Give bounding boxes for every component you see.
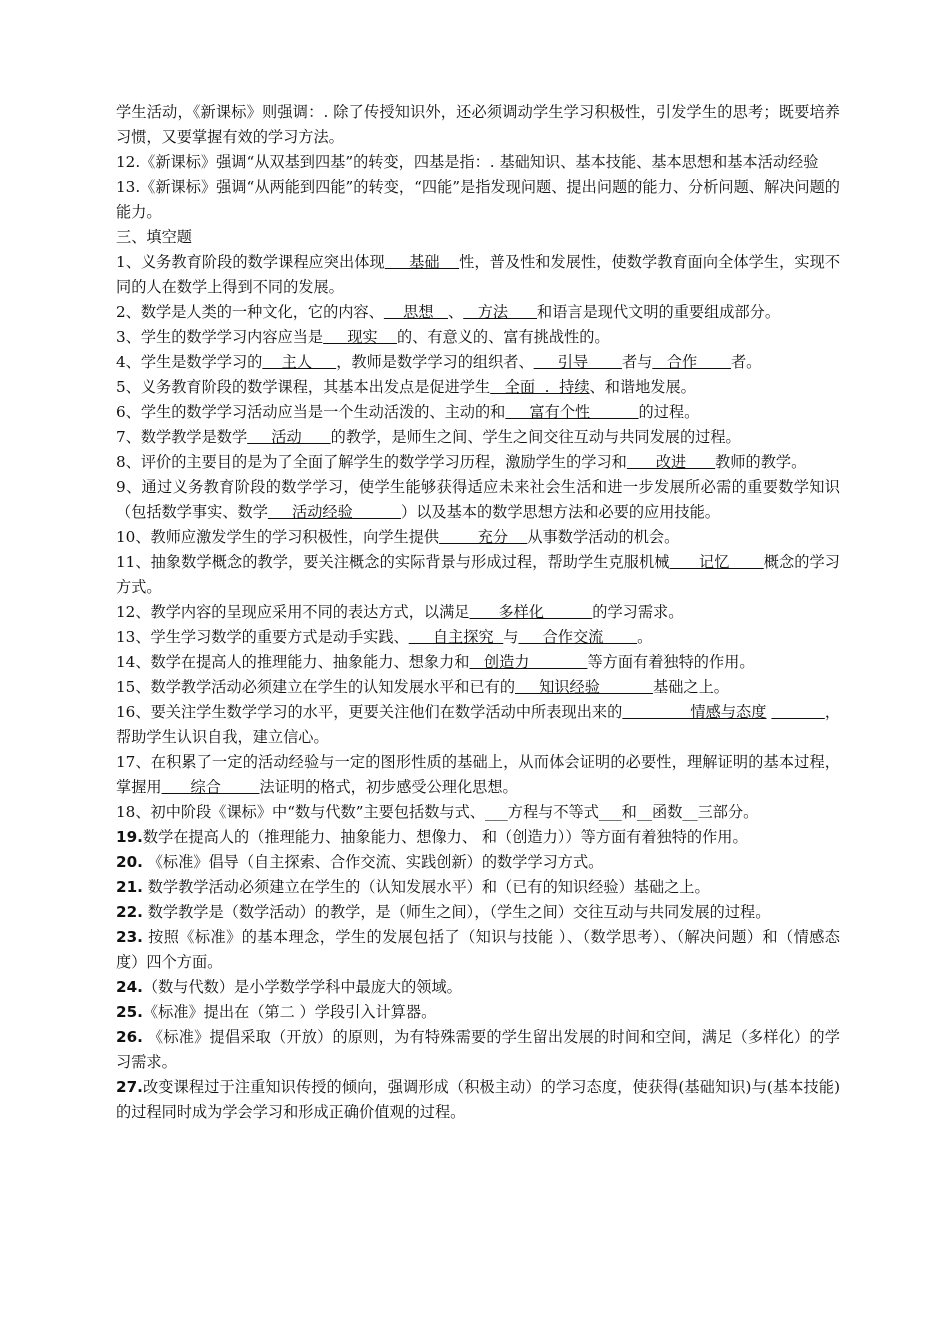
text-run: 6、学生的数学学习活动应当是一个生动活泼的、主动的和	[116, 403, 506, 421]
text-run: 27.	[116, 1078, 143, 1096]
paragraph	[116, 1075, 840, 1125]
text-run: 者。	[730, 353, 762, 371]
paragraph	[116, 1000, 840, 1025]
text-run: 13.《新课标》强调“从两能到四能”的转变，“四能”是指发现问题、提出问题的能力、分析问题、解决问题的能力。	[116, 178, 840, 221]
paragraph	[116, 900, 840, 925]
text-run: 12.《新课标》强调“从双基到四基”的转变，四基是指：. 基础知识、基本技能、基本思想和基本活动经验	[116, 153, 819, 171]
paragraph	[116, 375, 840, 400]
text-run: 和语言是现代文明的重要组成部分。	[537, 303, 781, 321]
paragraph	[116, 525, 840, 550]
answer-blank: 基础	[384, 253, 460, 271]
answer-blank: 活动经验	[267, 503, 402, 521]
text-run: 数学教学是（数学活动）的教学，是（师生之间），（学生之间）交往互动与共同发展的过程。	[142, 903, 771, 921]
text-run: 性，普及性和发展性，使数学教育面向全体学生，实现不同的人在数学上得到不同的发展。	[116, 253, 841, 296]
paragraph	[116, 675, 840, 700]
answer-blank: 情感与态度	[622, 703, 767, 721]
answer-blank: 现实	[323, 328, 397, 346]
text-run: 22.	[116, 903, 143, 921]
paragraph	[116, 325, 840, 350]
document-page	[116, 100, 840, 1125]
text-run: 21.	[116, 878, 143, 896]
paragraph	[116, 1025, 840, 1075]
text-run: 19.	[116, 828, 143, 846]
text-run: ，帮助学生认识自我，建立信心。	[116, 703, 840, 746]
paragraph	[116, 475, 840, 525]
text-run: 1、义务教育阶段的数学课程应突出体现	[116, 253, 385, 271]
answer-blank: 多样化	[469, 603, 593, 621]
text-run: 的过程。	[638, 403, 700, 421]
text-run: 概念的学习方式。	[116, 553, 840, 596]
text-run: 24.	[116, 978, 143, 996]
paragraph	[116, 175, 840, 225]
paragraph	[116, 450, 840, 475]
paragraph	[116, 925, 840, 975]
answer-blank: 改进	[626, 453, 716, 471]
paragraph	[116, 750, 840, 800]
text-run: 26.	[116, 1028, 143, 1046]
paragraph	[116, 650, 840, 675]
paragraph	[116, 150, 840, 175]
text-run: 8、评价的主要目的是为了全面了解学生的数学学习历程，激励学生的学习和	[116, 453, 627, 471]
text-run: 15、数学教学活动必须建立在学生的认知发展水平和已有的	[116, 678, 516, 696]
paragraph	[116, 625, 840, 650]
paragraph	[116, 850, 840, 875]
text-run: 5、义务教育阶段的数学课程，其基本出发点是促进学生	[116, 378, 491, 396]
text-run: 法证明的格式，初步感受公理化思想。	[259, 778, 518, 796]
text-run: 18、初中阶段《课标》中“数与代数”主要包括数与式、___方程与不等式___和__函数__三部分。	[116, 803, 759, 821]
text-run: 的学习需求。	[592, 603, 684, 621]
text-run: 教师的教学。	[715, 453, 807, 471]
text-run: 基础之上。	[653, 678, 729, 696]
answer-blank: 主人	[262, 353, 337, 371]
text-run: 10、教师应激发学生的学习积极性，向学生提供	[116, 528, 440, 546]
paragraph	[116, 800, 840, 825]
text-run: 23.	[116, 928, 143, 946]
answer-blank: 知识经验	[515, 678, 654, 696]
text-run: 按照《标准》的基本理念，学生的发展包括了（知识与技能 ）、（数学思考）、（解决问题）和（情感态度）四个方面。	[116, 928, 840, 971]
paragraph	[116, 425, 840, 450]
text-run: 从事数学活动的机会。	[527, 528, 680, 546]
answer-blank: 综合	[161, 778, 260, 796]
answer-blank: 方法	[463, 303, 538, 321]
answer-blank: 记忆	[669, 553, 764, 571]
text-run: 20.	[116, 853, 143, 871]
answer-blank: 富有个性	[505, 403, 639, 421]
answer-blank: 创造力	[469, 653, 588, 671]
text-run: 11、抽象数学概念的教学，要关注概念的实际背景与形成过程，帮助学生克服机械	[116, 553, 670, 571]
text-run: 的教学，是师生之间、学生之间交往互动与共同发展的过程。	[330, 428, 741, 446]
text-run: 3、学生的数学学习内容应当是	[116, 328, 324, 346]
answer-blank: 全面 . 持续	[490, 378, 590, 396]
paragraph	[116, 300, 840, 325]
text-run: 12、教学内容的呈现应采用不同的表达方式，以满足	[116, 603, 470, 621]
text-run: ）以及基本的数学思想方法和必要的应用技能。	[401, 503, 720, 521]
text-run: 16、要关注学生数学学习的水平，更要关注他们在数学活动中所表现出来的	[116, 703, 623, 721]
answer-blank: 引导	[533, 353, 622, 371]
paragraph	[116, 100, 840, 150]
answer-blank: 思想	[383, 303, 449, 321]
text-run: 。	[637, 628, 653, 646]
text-run: 7、数学教学是数学	[116, 428, 248, 446]
text-run: 13、学生学习数学的重要方式是动手实践、	[116, 628, 409, 646]
text-run: 、	[448, 303, 464, 321]
answer-blank: 合作交流	[518, 628, 638, 646]
text-run: 的、有意义的、富有挑战性的。	[396, 328, 610, 346]
paragraph	[116, 225, 840, 250]
text-run: 改变课程过于注重知识传授的倾向，强调形成（积极主动）的学习态度，使获得(基础知识)与(基本技能)的过程同时成为学会学习和形成正确价值观的过程。	[116, 1078, 840, 1121]
text-run: 4、学生是数学学习的	[116, 353, 263, 371]
paragraph	[116, 975, 840, 1000]
paragraph	[116, 600, 840, 625]
text-run: 9、通过义务教育阶段的数学学习，使学生能够获得适应未来社会生活和进一步发展所必需的重要数学知识（包括数学事实、数学	[116, 478, 840, 521]
text-run: 《标准》倡导（自主探索、合作交流、实践创新）的数学学习方式。	[142, 853, 604, 871]
paragraph	[116, 250, 840, 300]
answer-blank: 自主探究	[408, 628, 504, 646]
text-run: 25.	[116, 1003, 143, 1021]
text-run: 《标准》提出在（第二 ）学段引入计算器。	[142, 1003, 437, 1021]
text-run: 14、数学在提高人的推理能力、抽象能力、想象力和	[116, 653, 470, 671]
paragraph	[116, 550, 840, 600]
text-run: 、和谐地发展。	[589, 378, 696, 396]
paragraph	[116, 875, 840, 900]
answer-blank: 充分	[439, 528, 528, 546]
text-run: 《标准》提倡采取（开放）的原则，为有特殊需要的学生留出发展的时间和空间，满足（多样化）的学习需求。	[116, 1028, 840, 1071]
text-run: 学生活动，《新课标》则强调：. 除了传授知识外，还必须调动学生学习积极性，引发学生的思考；既要培养习惯，又要掌握有效的学习方法。	[116, 103, 840, 146]
paragraph	[116, 825, 840, 850]
paragraph	[116, 350, 840, 375]
text-run: 数学在提高人的（推理能力、抽象能力、想像力、 和（创造力））等方面有着独特的作用。	[142, 828, 748, 846]
text-run: 等方面有着独特的作用。	[587, 653, 755, 671]
text-run: ，教师是数学学习的组织者、	[336, 353, 534, 371]
text-run: 三、填空题	[116, 228, 192, 246]
answer-blank	[771, 703, 824, 721]
paragraph	[116, 400, 840, 425]
answer-blank: 合作	[652, 353, 731, 371]
text-run: 者与	[621, 353, 653, 371]
text-run: 2、数学是人类的一种文化，它的内容、	[116, 303, 384, 321]
text-run: 17、在积累了一定的活动经验与一定的图形性质的基础上，从而体会证明的必要性，理解证明的基本过程，掌握用	[116, 753, 840, 796]
paragraph	[116, 700, 840, 750]
text-run: （数与代数）是小学数学学科中最庞大的领域。	[142, 978, 462, 996]
text-run: 与	[503, 628, 519, 646]
text-run: 数学教学活动必须建立在学生的（认知发展水平）和（已有的知识经验）基础之上。	[142, 878, 710, 896]
answer-blank: 活动	[247, 428, 331, 446]
